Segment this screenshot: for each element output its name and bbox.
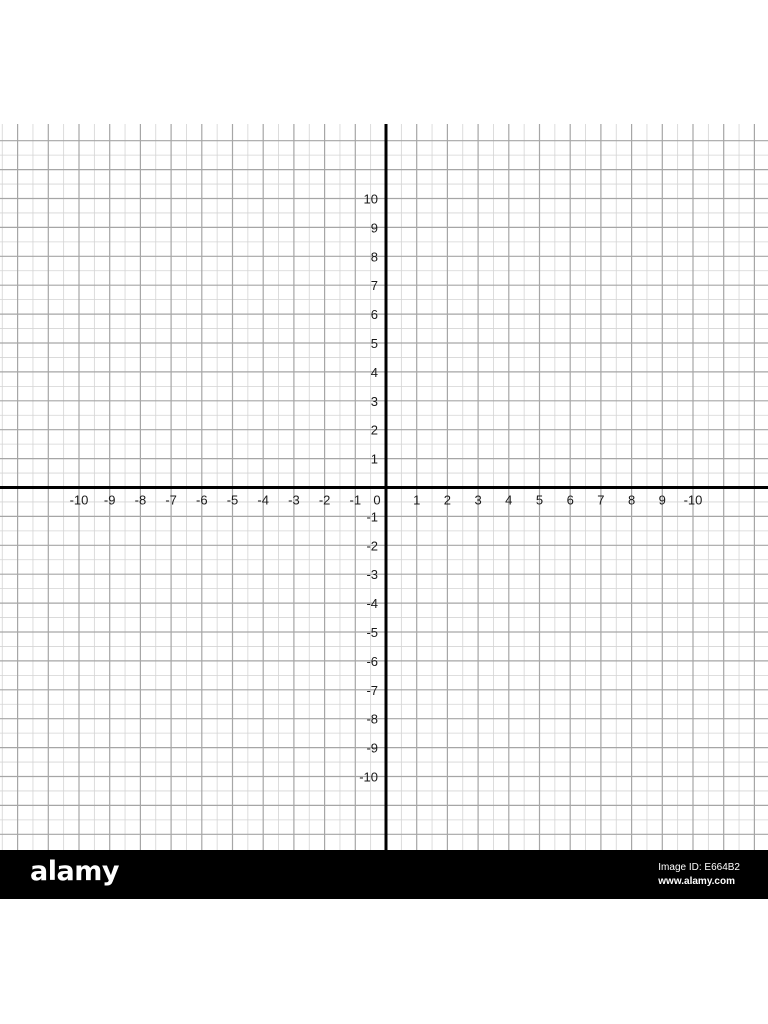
alamy-logo: alamy: [30, 856, 119, 887]
x-tick-label: -5: [226, 492, 239, 508]
y-tick-label: 6: [370, 307, 378, 323]
x-tick-label: 1: [413, 492, 421, 508]
y-tick-label: 7: [370, 278, 378, 294]
y-tick-label: -2: [366, 538, 378, 554]
y-tick-label: 9: [370, 220, 378, 236]
y-tick-label: -5: [366, 625, 378, 640]
x-tick-label: 2: [443, 492, 452, 508]
y-tick-label: 1: [370, 451, 378, 467]
x-tick-label: -3: [288, 492, 300, 508]
x-tick-label: -9: [103, 492, 116, 508]
x-tick-label: -4: [257, 492, 269, 508]
y-tick-label: 2: [370, 422, 378, 438]
x-tick-label: -7: [165, 492, 177, 508]
x-tick-label: 9: [658, 492, 666, 508]
site-url-text: www.alamy.com: [658, 876, 735, 887]
y-tick-label: 5: [370, 336, 378, 351]
x-tick-label: 8: [627, 492, 636, 508]
x-tick-label: -6: [196, 492, 208, 508]
y-tick-label: -4: [366, 596, 378, 612]
watermark-banner: [0, 850, 768, 899]
y-tick-label: -7: [366, 682, 378, 698]
y-tick-label: -8: [366, 711, 378, 727]
y-tick-label: 8: [370, 249, 378, 265]
y-tick-label: 4: [370, 364, 378, 380]
x-tick-label: 3: [474, 492, 482, 508]
y-tick-label: 3: [370, 393, 378, 409]
y-tick-label: -6: [366, 653, 378, 669]
y-tick-label: -9: [366, 740, 378, 756]
x-tick-label: -2: [318, 492, 331, 508]
x-tick-label: 7: [597, 492, 605, 508]
x-tick-label: 0: [373, 492, 381, 508]
x-tick-label: -10: [683, 492, 703, 508]
y-tick-label: -1: [366, 509, 378, 525]
x-tick-label: -1: [349, 492, 362, 508]
x-tick-label: 4: [505, 492, 513, 508]
watermark-meta: [658, 861, 740, 889]
image-id-text: Image ID: E664B2: [658, 862, 740, 873]
x-tick-label: 5: [535, 492, 544, 508]
x-tick-label: 6: [566, 492, 574, 508]
y-tick-label: -3: [366, 567, 378, 583]
x-tick-label: -8: [134, 492, 147, 508]
y-tick-label: 10: [363, 191, 378, 207]
y-tick-label: -10: [359, 769, 378, 785]
x-tick-label: -10: [69, 492, 89, 508]
